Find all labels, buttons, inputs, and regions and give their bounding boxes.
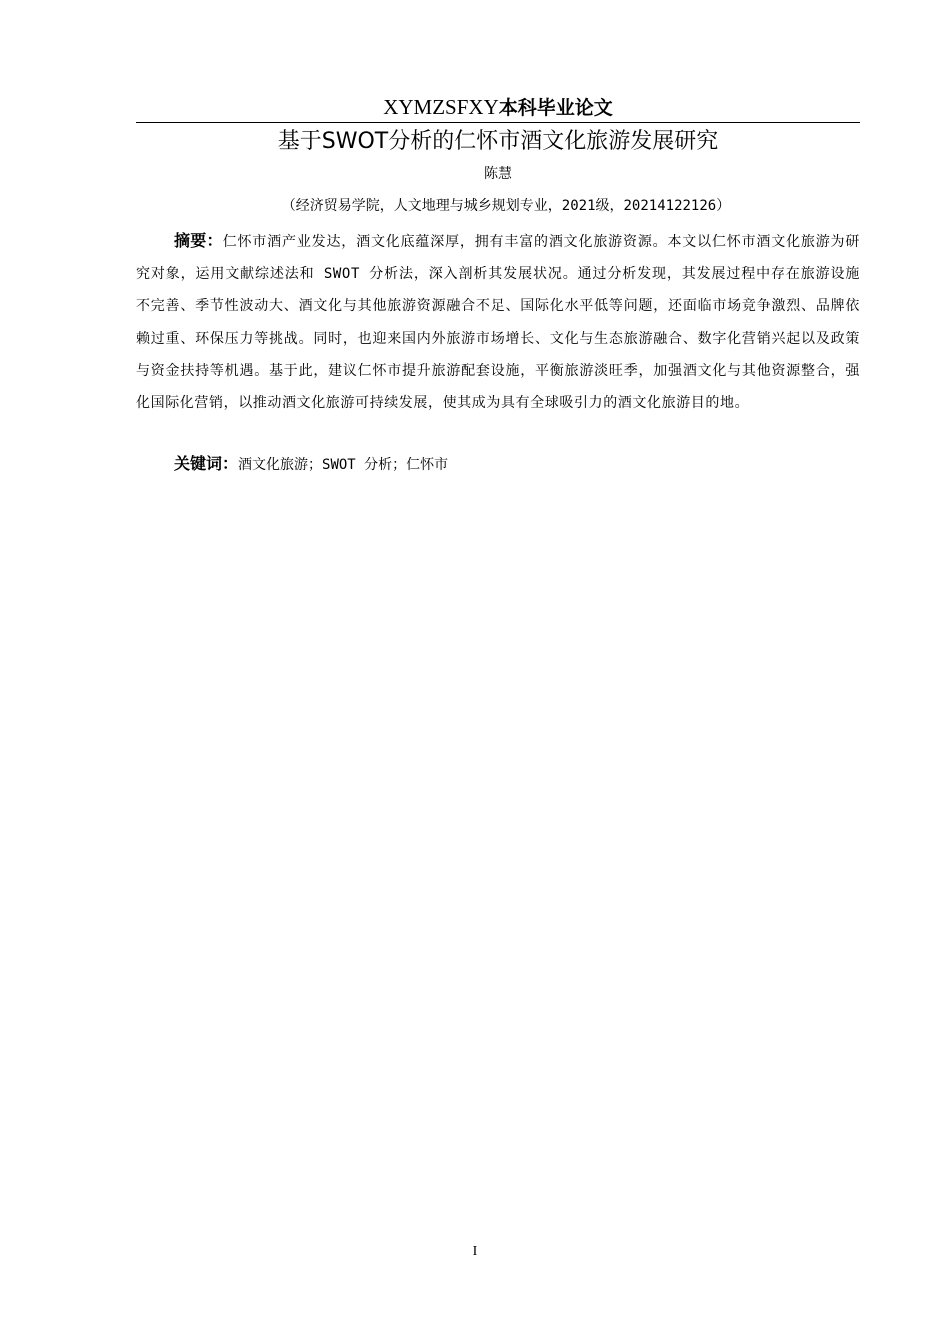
author-affiliation: （经济贸易学院，人文地理与城乡规划专业，2021级，20214122126） xyxy=(281,198,731,214)
abstract-label: 摘要： xyxy=(174,231,223,250)
paper-title: 基于SWOT分析的仁怀市酒文化旅游发展研究 xyxy=(277,129,719,154)
author-name: 陈慧 xyxy=(484,166,512,182)
keywords-paragraph xyxy=(136,450,860,479)
abstract-paragraph xyxy=(136,225,860,419)
keywords-text: 酒文化旅游；SWOT 分析；仁怀市 xyxy=(238,457,449,473)
page-number: I xyxy=(472,1244,478,1259)
keywords-label: 关键词： xyxy=(174,454,239,473)
header-label: 本科毕业论文 xyxy=(498,97,613,119)
page-header xyxy=(136,92,860,123)
header-code: XYMZSFXY xyxy=(383,95,499,119)
abstract-text: 仁怀市酒产业发达，酒文化底蕴深厚，拥有丰富的酒文化旅游资源。本文以仁怀市酒文化旅游为研究对象，运用文献综述法和 SWOT 分析法，深入剖析其发展状况。通过分析发现，其发展过程中存在旅游设施不完善、季节性波动大、酒文化与其他旅游资源融合不足、国际化水平低等问题，还面临市场竞争激烈、品牌依赖过重、环保压力等挑战。同时，也迎来国内外旅游市场增长、文化与生态旅游融合、数字化营销兴起以及政策与资金扶持等机遇。基于此，建议仁怀市提升旅游配套设施，平衡旅游淡旺季，加强酒文化与其他资源整合，强化国际化营销，以推动酒文化旅游可持续发展，使其成为具有全球吸引力的酒文化旅游目的地。 xyxy=(136,234,860,412)
